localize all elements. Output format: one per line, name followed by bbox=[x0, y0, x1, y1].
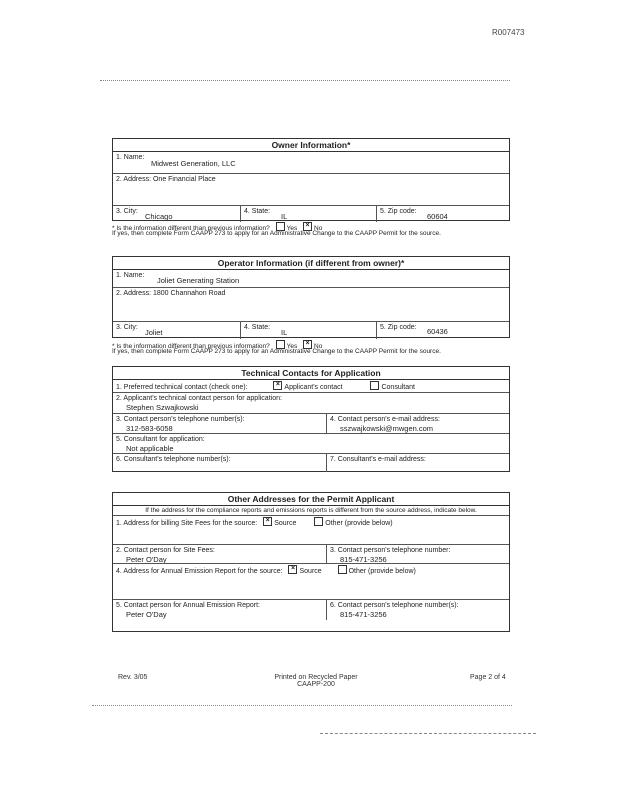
operator-address-cell[interactable] bbox=[113, 288, 509, 321]
operator-name-label: 1. Name: bbox=[116, 272, 145, 279]
operator-state-label: 4. State: bbox=[244, 324, 271, 331]
emission-source-checkbox[interactable] bbox=[288, 565, 297, 574]
owner-name-label: 1. Name: bbox=[116, 154, 145, 161]
emission-phone-label: 6. Contact person's telephone number(s): bbox=[330, 602, 459, 609]
owner-city-cell[interactable] bbox=[113, 206, 241, 222]
consultant-cell[interactable] bbox=[113, 434, 509, 453]
owner-change-instruction: If yes, then complete Form CAAPP 273 to apply for an Administrative Change to the CAAPP Permit for the source. bbox=[112, 230, 441, 237]
technical-section-title: Technical Contacts for Application bbox=[113, 367, 509, 380]
emission-contact-row bbox=[113, 600, 509, 620]
owner-zip-label: 5. Zip code: bbox=[380, 208, 417, 215]
technical-email-value: sszwajkowski@mwgen.com bbox=[340, 424, 434, 433]
owner-state-label: 4. State: bbox=[244, 208, 271, 215]
operator-city-cell[interactable] bbox=[113, 322, 241, 339]
site-fees-address-label: 1. Address for billing Site Fees for the source: bbox=[116, 520, 258, 527]
owner-name-row bbox=[113, 152, 509, 174]
technical-contact-cell[interactable] bbox=[113, 393, 509, 413]
owner-zip-cell[interactable] bbox=[377, 206, 509, 222]
operator-zip-label: 5. Zip code: bbox=[380, 324, 417, 331]
footer-center bbox=[268, 674, 364, 688]
emission-contact-label: 5. Contact person for Annual Emission Report: bbox=[116, 602, 260, 609]
owner-section-title: Owner Information* bbox=[113, 139, 509, 152]
emission-contact-cell[interactable] bbox=[113, 600, 327, 620]
technical-contact-value: Stephen Szwajkowski bbox=[126, 403, 199, 412]
emission-other-checkbox[interactable] bbox=[338, 565, 347, 574]
owner-information-section bbox=[112, 138, 510, 221]
technical-contact-label: 2. Applicant's technical contact person for application: bbox=[116, 395, 282, 402]
footer-form-number: CAAPP-200 bbox=[297, 681, 335, 688]
page-id: R007473 bbox=[492, 28, 525, 37]
owner-address-row bbox=[113, 174, 509, 206]
consultant-checkbox[interactable] bbox=[370, 381, 379, 390]
consultant-email-cell[interactable] bbox=[327, 454, 509, 472]
site-fees-contact-label: 2. Contact person for Site Fees: bbox=[116, 547, 215, 554]
site-fees-contact-value: Peter O'Day bbox=[126, 555, 167, 563]
operator-section-title: Operator Information (if different from owner)* bbox=[113, 257, 509, 270]
owner-city-value: Chicago bbox=[145, 212, 173, 221]
site-fees-source-checkbox[interactable] bbox=[263, 517, 272, 526]
emission-other-label: Other (provide below) bbox=[348, 568, 416, 575]
site-fees-contact-row bbox=[113, 545, 509, 564]
technical-email-cell[interactable] bbox=[327, 414, 509, 433]
footer-page-number: Page 2 of 4 bbox=[470, 674, 506, 681]
technical-preferred-cell bbox=[113, 380, 509, 392]
operator-change-instruction: If yes, then complete Form CAAPP 273 to apply for an Administrative Change to the CAAPP Permit for the source. bbox=[112, 348, 441, 355]
site-fees-other-label: Other (provide below) bbox=[325, 520, 393, 527]
owner-address-value: One Financial Place bbox=[152, 176, 216, 183]
operator-name-cell[interactable] bbox=[113, 270, 509, 287]
scan-artifact-line-bottom bbox=[92, 705, 512, 706]
emission-report-address-row bbox=[113, 564, 509, 600]
operator-address-value: 1800 Channahon Road bbox=[152, 290, 226, 297]
footer-recycled: Printed on Recycled Paper bbox=[274, 674, 358, 681]
technical-email-label: 4. Contact person's e-mail address: bbox=[330, 416, 440, 423]
site-fees-phone-value: 815-471-3256 bbox=[340, 555, 387, 563]
footer-revision: Rev. 3/05 bbox=[118, 674, 148, 681]
technical-contact-row bbox=[113, 393, 509, 414]
emission-report-address-label: 4. Address for Annual Emission Report for the source: bbox=[116, 568, 283, 575]
operator-state-value: IL bbox=[281, 328, 288, 337]
consultant-row bbox=[113, 434, 509, 454]
owner-change-note: * Is the information different than previous information? Yes × No bbox=[112, 222, 322, 233]
site-fees-phone-label: 3. Contact person's telephone number: bbox=[330, 547, 451, 554]
technical-phone-value: 312-583-6058 bbox=[126, 424, 173, 433]
site-fees-address-row bbox=[113, 516, 509, 545]
emission-phone-cell[interactable] bbox=[327, 600, 509, 620]
consultant-phone-cell[interactable] bbox=[113, 454, 327, 472]
owner-address-label: 2. Address: One Financial Place bbox=[116, 176, 216, 183]
operator-information-section bbox=[112, 256, 510, 338]
owner-name-cell[interactable] bbox=[113, 152, 509, 173]
technical-phone-cell[interactable] bbox=[113, 414, 327, 433]
site-fees-address-cell bbox=[113, 516, 509, 544]
emission-source-label: Source bbox=[299, 568, 322, 575]
operator-city-row bbox=[113, 322, 509, 339]
operator-name-row bbox=[113, 270, 509, 288]
owner-zip-value: 60604 bbox=[427, 212, 448, 221]
emission-phone-value: 815-471-3256 bbox=[340, 610, 387, 619]
emission-contact-value: Peter O'Day bbox=[126, 610, 167, 619]
technical-preferred-label: 1. Preferred technical contact (check one): bbox=[116, 384, 248, 391]
operator-zip-cell[interactable] bbox=[377, 322, 509, 339]
scan-artifact-line-bottom-2 bbox=[320, 733, 536, 734]
other-section-title: Other Addresses for the Permit Applicant bbox=[113, 493, 509, 506]
operator-city-label: 3. City: bbox=[116, 324, 138, 331]
operator-name-value: Joliet Generating Station bbox=[157, 276, 240, 285]
consultant-application-label: 5. Consultant for application: bbox=[116, 436, 205, 443]
site-fees-contact-cell[interactable] bbox=[113, 545, 327, 563]
emission-report-address-cell bbox=[113, 564, 509, 599]
site-fees-other-checkbox[interactable] bbox=[314, 517, 323, 526]
technical-phone-label: 3. Contact person's telephone number(s): bbox=[116, 416, 245, 423]
other-instruction: If the address for the compliance reports and emissions reports is different from the source address, indicate below. bbox=[113, 506, 509, 516]
site-fees-phone-cell[interactable] bbox=[327, 545, 509, 563]
operator-address-row bbox=[113, 288, 509, 322]
operator-address-label: 2. Address: 1800 Channahon Road bbox=[116, 290, 226, 297]
consultant-label: Consultant bbox=[381, 384, 415, 391]
owner-city-label: 3. City: bbox=[116, 208, 138, 215]
technical-phone-row bbox=[113, 414, 509, 434]
operator-state-cell[interactable] bbox=[241, 322, 377, 339]
owner-name-value: Midwest Generation, LLC bbox=[151, 159, 236, 168]
other-addresses-section bbox=[112, 492, 510, 632]
owner-state-cell[interactable] bbox=[241, 206, 377, 222]
owner-city-row bbox=[113, 206, 509, 222]
consultant-contact-row bbox=[113, 454, 509, 472]
consultant-application-value: Not applicable bbox=[126, 444, 174, 453]
owner-state-value: IL bbox=[281, 212, 288, 221]
technical-preferred-row bbox=[113, 380, 509, 393]
technical-contacts-section bbox=[112, 366, 510, 472]
operator-city-value: Joliet bbox=[145, 328, 163, 337]
site-fees-source-label: Source bbox=[274, 520, 297, 527]
scan-artifact-line bbox=[100, 80, 510, 81]
consultant-phone-label: 6. Consultant's telephone number(s): bbox=[116, 456, 231, 463]
owner-address-cell[interactable] bbox=[113, 174, 509, 205]
applicant-contact-label: Applicant's contact bbox=[284, 384, 343, 391]
consultant-email-label: 7. Consultant's e-mail address: bbox=[330, 456, 426, 463]
operator-zip-value: 60436 bbox=[427, 327, 448, 336]
operator-change-note: * Is the information different than previous information? Yes × No bbox=[112, 340, 322, 351]
applicant-contact-checkbox[interactable] bbox=[273, 381, 282, 390]
